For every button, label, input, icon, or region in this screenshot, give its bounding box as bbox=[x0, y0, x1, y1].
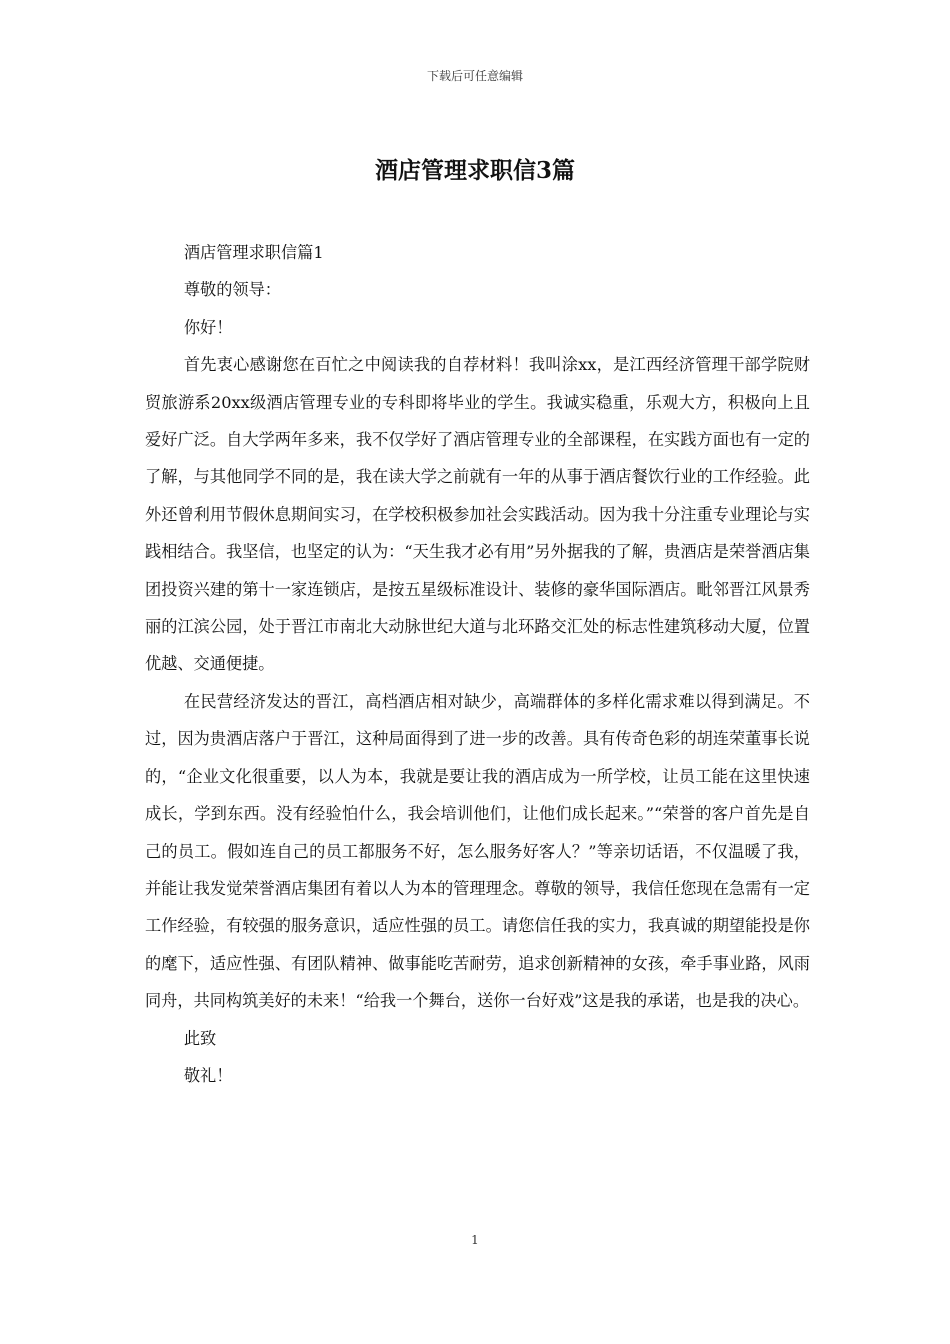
page-number: 1 bbox=[471, 1233, 479, 1247]
document-title: 酒店管理求职信3篇 bbox=[374, 157, 575, 184]
body-paragraph-1: 首先衷心感谢您在百忙之中阅读我的自荐材料！我叫涂xx，是江西经济管理干部学院财贸旅游系20xx级酒店管理专业的专科即将毕业的学生。我诚实稳重，乐观大方，积极向上且爱好广泛。自大学两年多来，我不仅学好了酒店管理专业的全部课程，在实践方面也有一定的了解，与其他同学不同的是，我在读大学之前就有一年的从事于酒店餐饮行业的工作经验。此外还曾利用节假休息期间实习，在学校积极参加社会实践活动。因为我十分注重专业理论与实践相结合。我坚信，也坚定的认为：“天生我才必有用”另外据我的了解，贵酒店是荣誉酒店集团投资兴建的第十一家连锁店，是按五星级标准设计、装修的豪华国际酒店。毗邻晋江风景秀丽的江滨公园，处于晋江市南北大动脉世纪大道与北环路交汇处的标志性建筑移动大厦，位置优越、交通便捷。 bbox=[145, 355, 810, 674]
document-body bbox=[145, 234, 810, 1094]
body-paragraph-2: 在民营经济发达的晋江，高档酒店相对缺少，高端群体的多样化需求难以得到满足。不过，因为贵酒店落户于晋江，这种局面得到了进一步的改善。具有传奇色彩的胡连荣董事长说的，“企业文化很重要，以人为本，我就是要让我的酒店成为一所学校，让员工能在这里快速成长，学到东西。没有经验怕什么，我会培训他们，让他们成长起来。”“荣誉的客户首先是自己的员工。假如连自己的员工都服务不好，怎么服务好客人？”等亲切话语，不仅温暖了我，并能让我发觉荣誉酒店集团有着以人为本的管理理念。尊敬的领导，我信任您现在急需有一定工作经验，有较强的服务意识，适应性强的员工。请您信任我的实力，我真诚的期望能投是你的麾下，适应性强、有团队精神、做事能吃苦耐劳，追求创新精神的女孩，牵手事业路，风雨同舟，共同构筑美好的未来！“给我一个舞台，送你一台好戏”这是我的承诺，也是我的决心。 bbox=[145, 691, 810, 1011]
greeting: 你好！ bbox=[183, 317, 233, 337]
header-note: 下载后可任意编辑 bbox=[426, 69, 523, 83]
closing-line-2: 敬礼！ bbox=[183, 1065, 233, 1085]
section-heading: 酒店管理求职信篇1 bbox=[183, 243, 324, 262]
salutation: 尊敬的领导： bbox=[183, 280, 281, 300]
closing-line-1: 此致 bbox=[183, 1028, 217, 1048]
